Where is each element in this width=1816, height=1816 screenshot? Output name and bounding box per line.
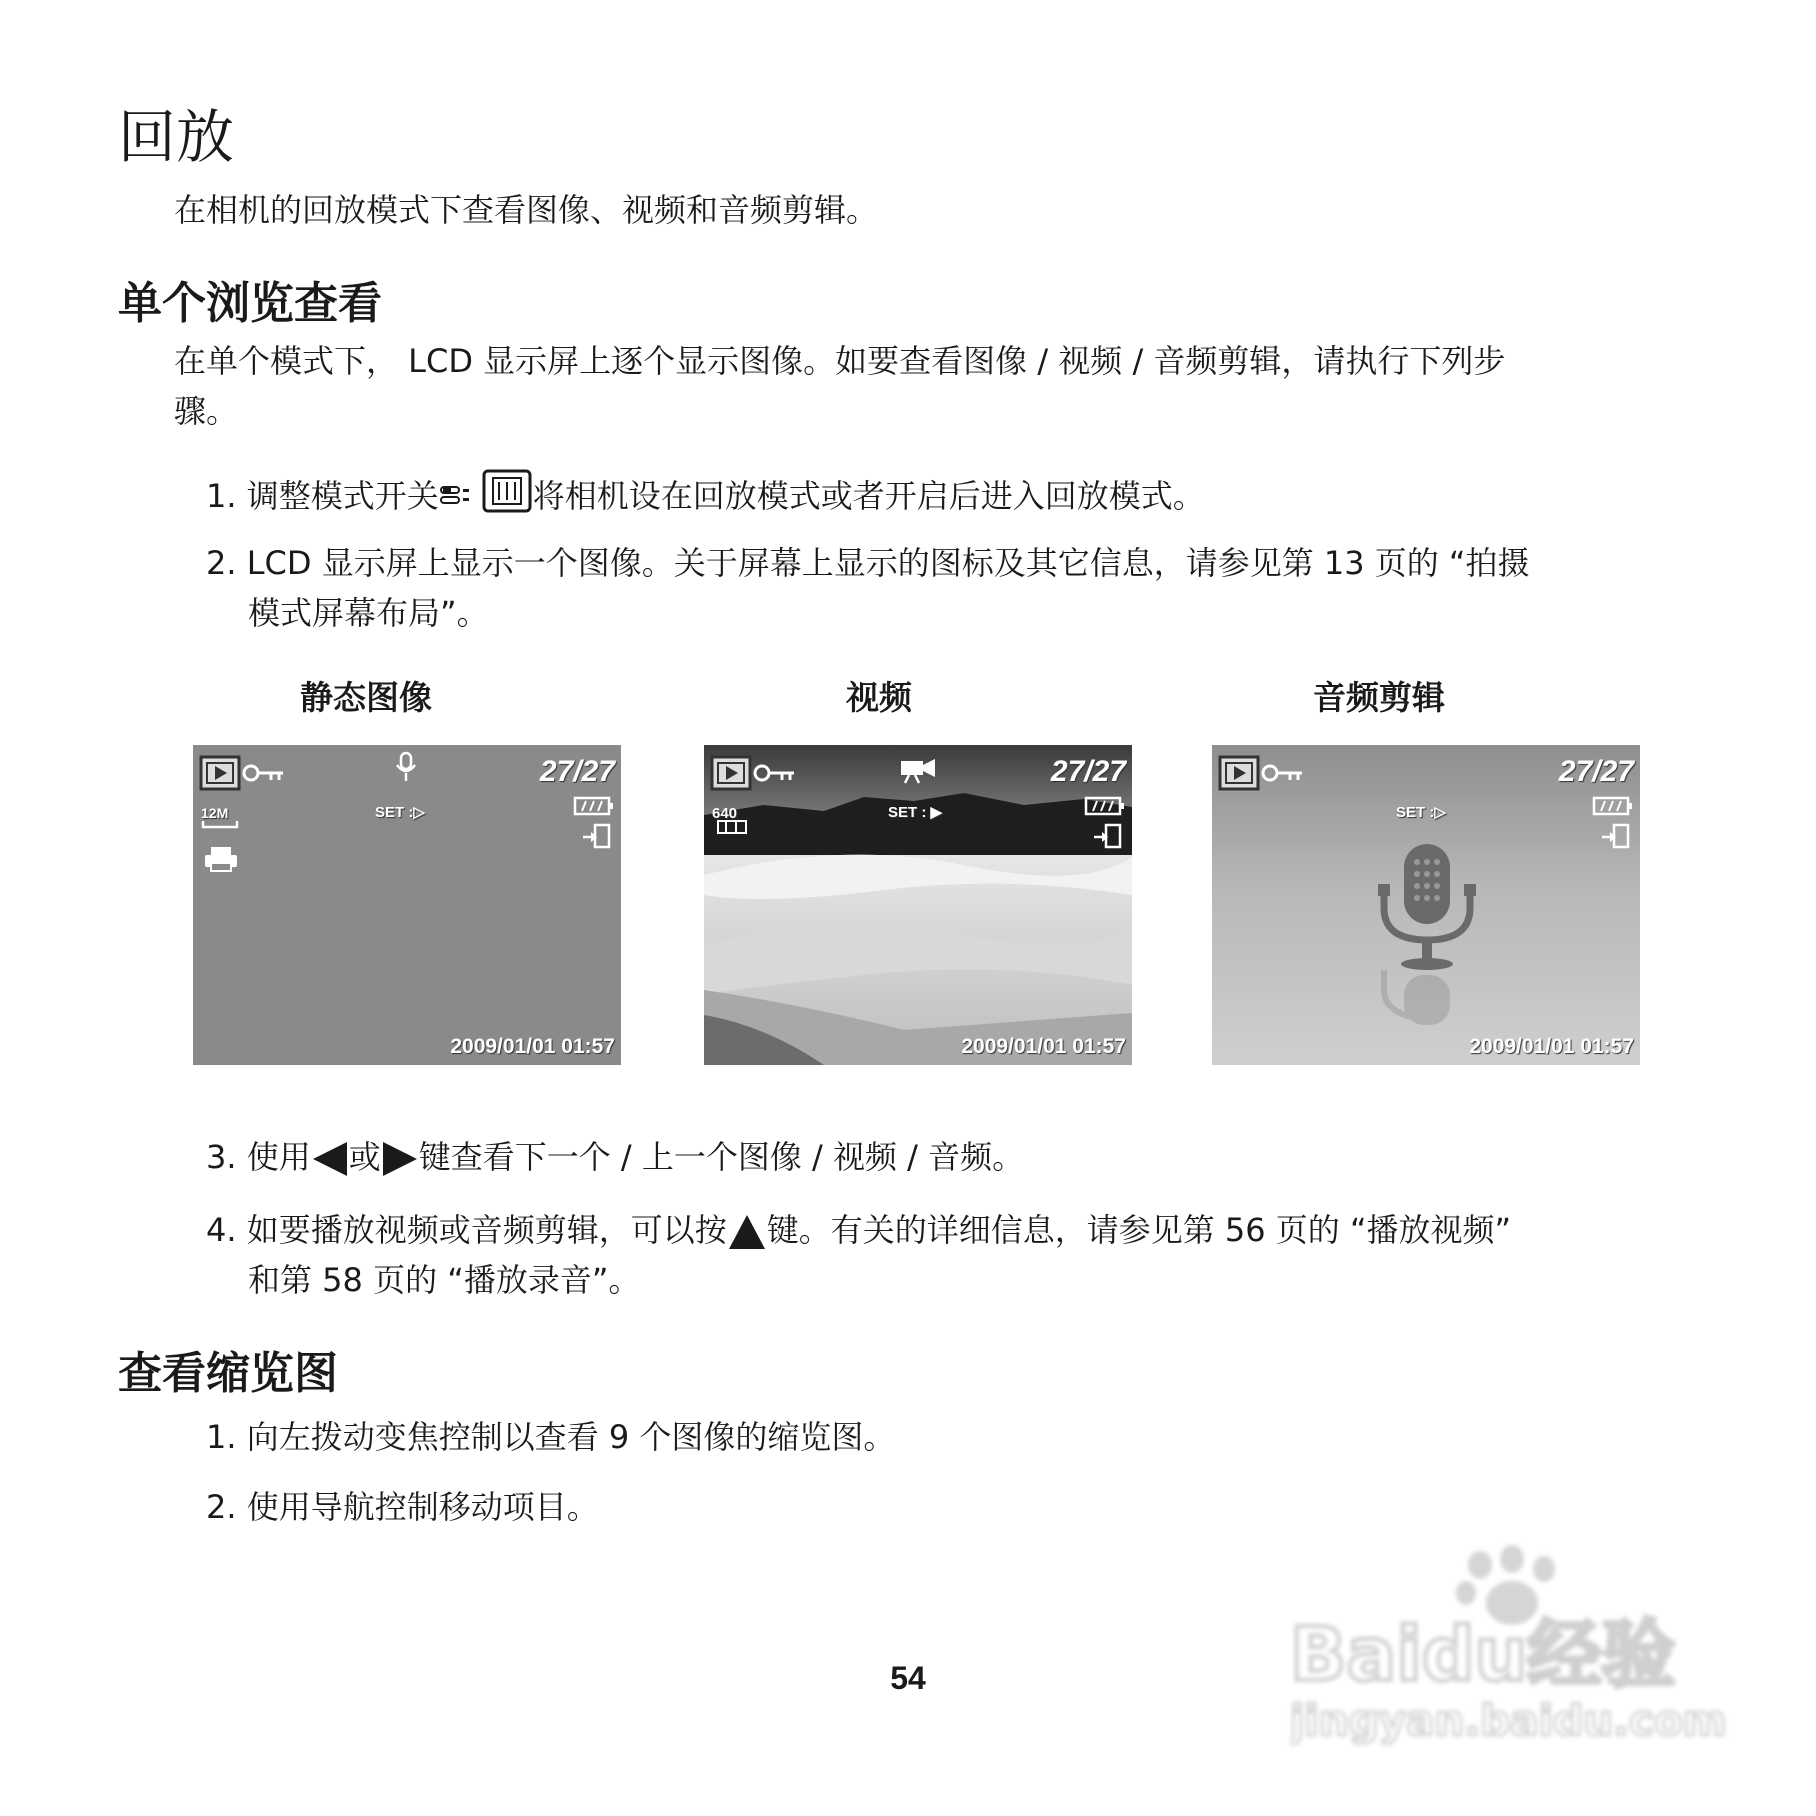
battery-icon — [1592, 795, 1634, 817]
set-hint: SET :▷ — [375, 804, 425, 821]
play-mode-icon — [1218, 753, 1308, 793]
step-3-text-a: 3. 使用 — [206, 1138, 311, 1176]
memory-card-icon — [1600, 823, 1632, 849]
up-arrow-icon — [729, 1215, 765, 1249]
print-icon — [203, 845, 239, 873]
label-audio-clip: 音频剪辑 — [1313, 678, 1445, 717]
image-counter: 27/27 — [1558, 755, 1634, 788]
step-1-text-b: 将相机设在回放模式或者开启后进入回放模式。 — [532, 477, 1205, 515]
step-2-line1: 2. LCD 显示屏上显示一个图像。关于屏幕上显示的图标及其它信息，请参见第 13 页的 “拍摄 — [206, 544, 1530, 582]
single-view-para-line1: 在单个模式下， LCD 显示屏上逐个显示图像。如要查看图像 / 视频 / 音频剪辑，请执行下列步 — [174, 342, 1506, 380]
memory-card-icon — [1092, 823, 1124, 849]
step-4-text-b: 键。有关的详细信息，请参见第 56 页的 “播放视频” — [766, 1211, 1512, 1249]
battery-icon — [573, 795, 615, 817]
watermark-url-text: jingyan.baidu.com — [1290, 1696, 1727, 1745]
mode-switch-icon — [439, 473, 481, 523]
set-hint: SET :▷ — [1396, 804, 1446, 821]
microphone-icon — [393, 751, 419, 783]
page-number: 54 — [890, 1660, 926, 1696]
step-3 — [206, 1132, 1024, 1182]
thumb-step-2: 2. 使用导航控制移动项目。 — [206, 1488, 599, 1526]
film-icon — [716, 819, 748, 835]
desert-dunes-image — [704, 745, 1132, 1065]
left-arrow-icon — [313, 1142, 347, 1176]
date-time: 2009/01/01 01:57 — [1469, 1035, 1634, 1058]
date-time: 2009/01/01 01:57 — [450, 1035, 615, 1058]
image-counter: 27/27 — [539, 755, 615, 788]
play-mode-icon — [710, 753, 800, 793]
resolution-icon — [201, 803, 241, 831]
section-heading-single-view: 单个浏览查看 — [118, 278, 382, 329]
label-video: 视频 — [846, 678, 912, 717]
lcd-screen-audio — [1212, 745, 1640, 1065]
single-view-para-line2: 骤。 — [174, 392, 239, 430]
memory-card-icon — [581, 823, 613, 849]
step-1-text-a: 1. 调整模式开关 — [206, 477, 439, 515]
page-title: 回放 — [118, 103, 235, 171]
step-3-text-c: 键查看下一个 / 上一个图像 / 视频 / 音频。 — [418, 1138, 1025, 1176]
lcd-screen-video — [704, 745, 1132, 1065]
playback-mode-icon — [481, 468, 533, 528]
section-heading-thumbnails: 查看缩览图 — [118, 1348, 338, 1399]
lcd-screen-still — [193, 745, 621, 1065]
video-camera-icon — [899, 755, 939, 785]
date-time: 2009/01/01 01:57 — [961, 1035, 1126, 1058]
label-still-image: 静态图像 — [300, 678, 432, 717]
watermark-logo-text: Baidu经验 — [1290, 1612, 1676, 1698]
large-microphone-icon — [1372, 840, 1482, 1040]
step-3-text-b: 或 — [348, 1138, 381, 1176]
resolution-badge: 12M — [201, 805, 229, 821]
baidu-jingyan-watermark — [1290, 1545, 1730, 1745]
image-counter: 27/27 — [1050, 755, 1126, 788]
thumb-step-1: 1. 向左拨动变焦控制以查看 9 个图像的缩览图。 — [206, 1418, 896, 1456]
step-4-line2: 和第 58 页的 “播放录音”。 — [248, 1261, 641, 1299]
set-hint: SET : ▶ — [888, 804, 943, 821]
step-4-line1 — [206, 1205, 1511, 1255]
step-2-line2: 模式屏幕布局”。 — [248, 594, 489, 632]
play-mode-icon — [199, 753, 289, 793]
step-1 — [206, 468, 1205, 528]
step-4-text-a: 4. 如要播放视频或音频剪辑，可以按 — [206, 1211, 727, 1249]
intro-text: 在相机的回放模式下查看图像、视频和音频剪辑。 — [174, 191, 879, 229]
resolution-badge: 640 — [712, 805, 738, 822]
right-arrow-icon — [383, 1142, 417, 1176]
battery-icon — [1084, 795, 1126, 817]
